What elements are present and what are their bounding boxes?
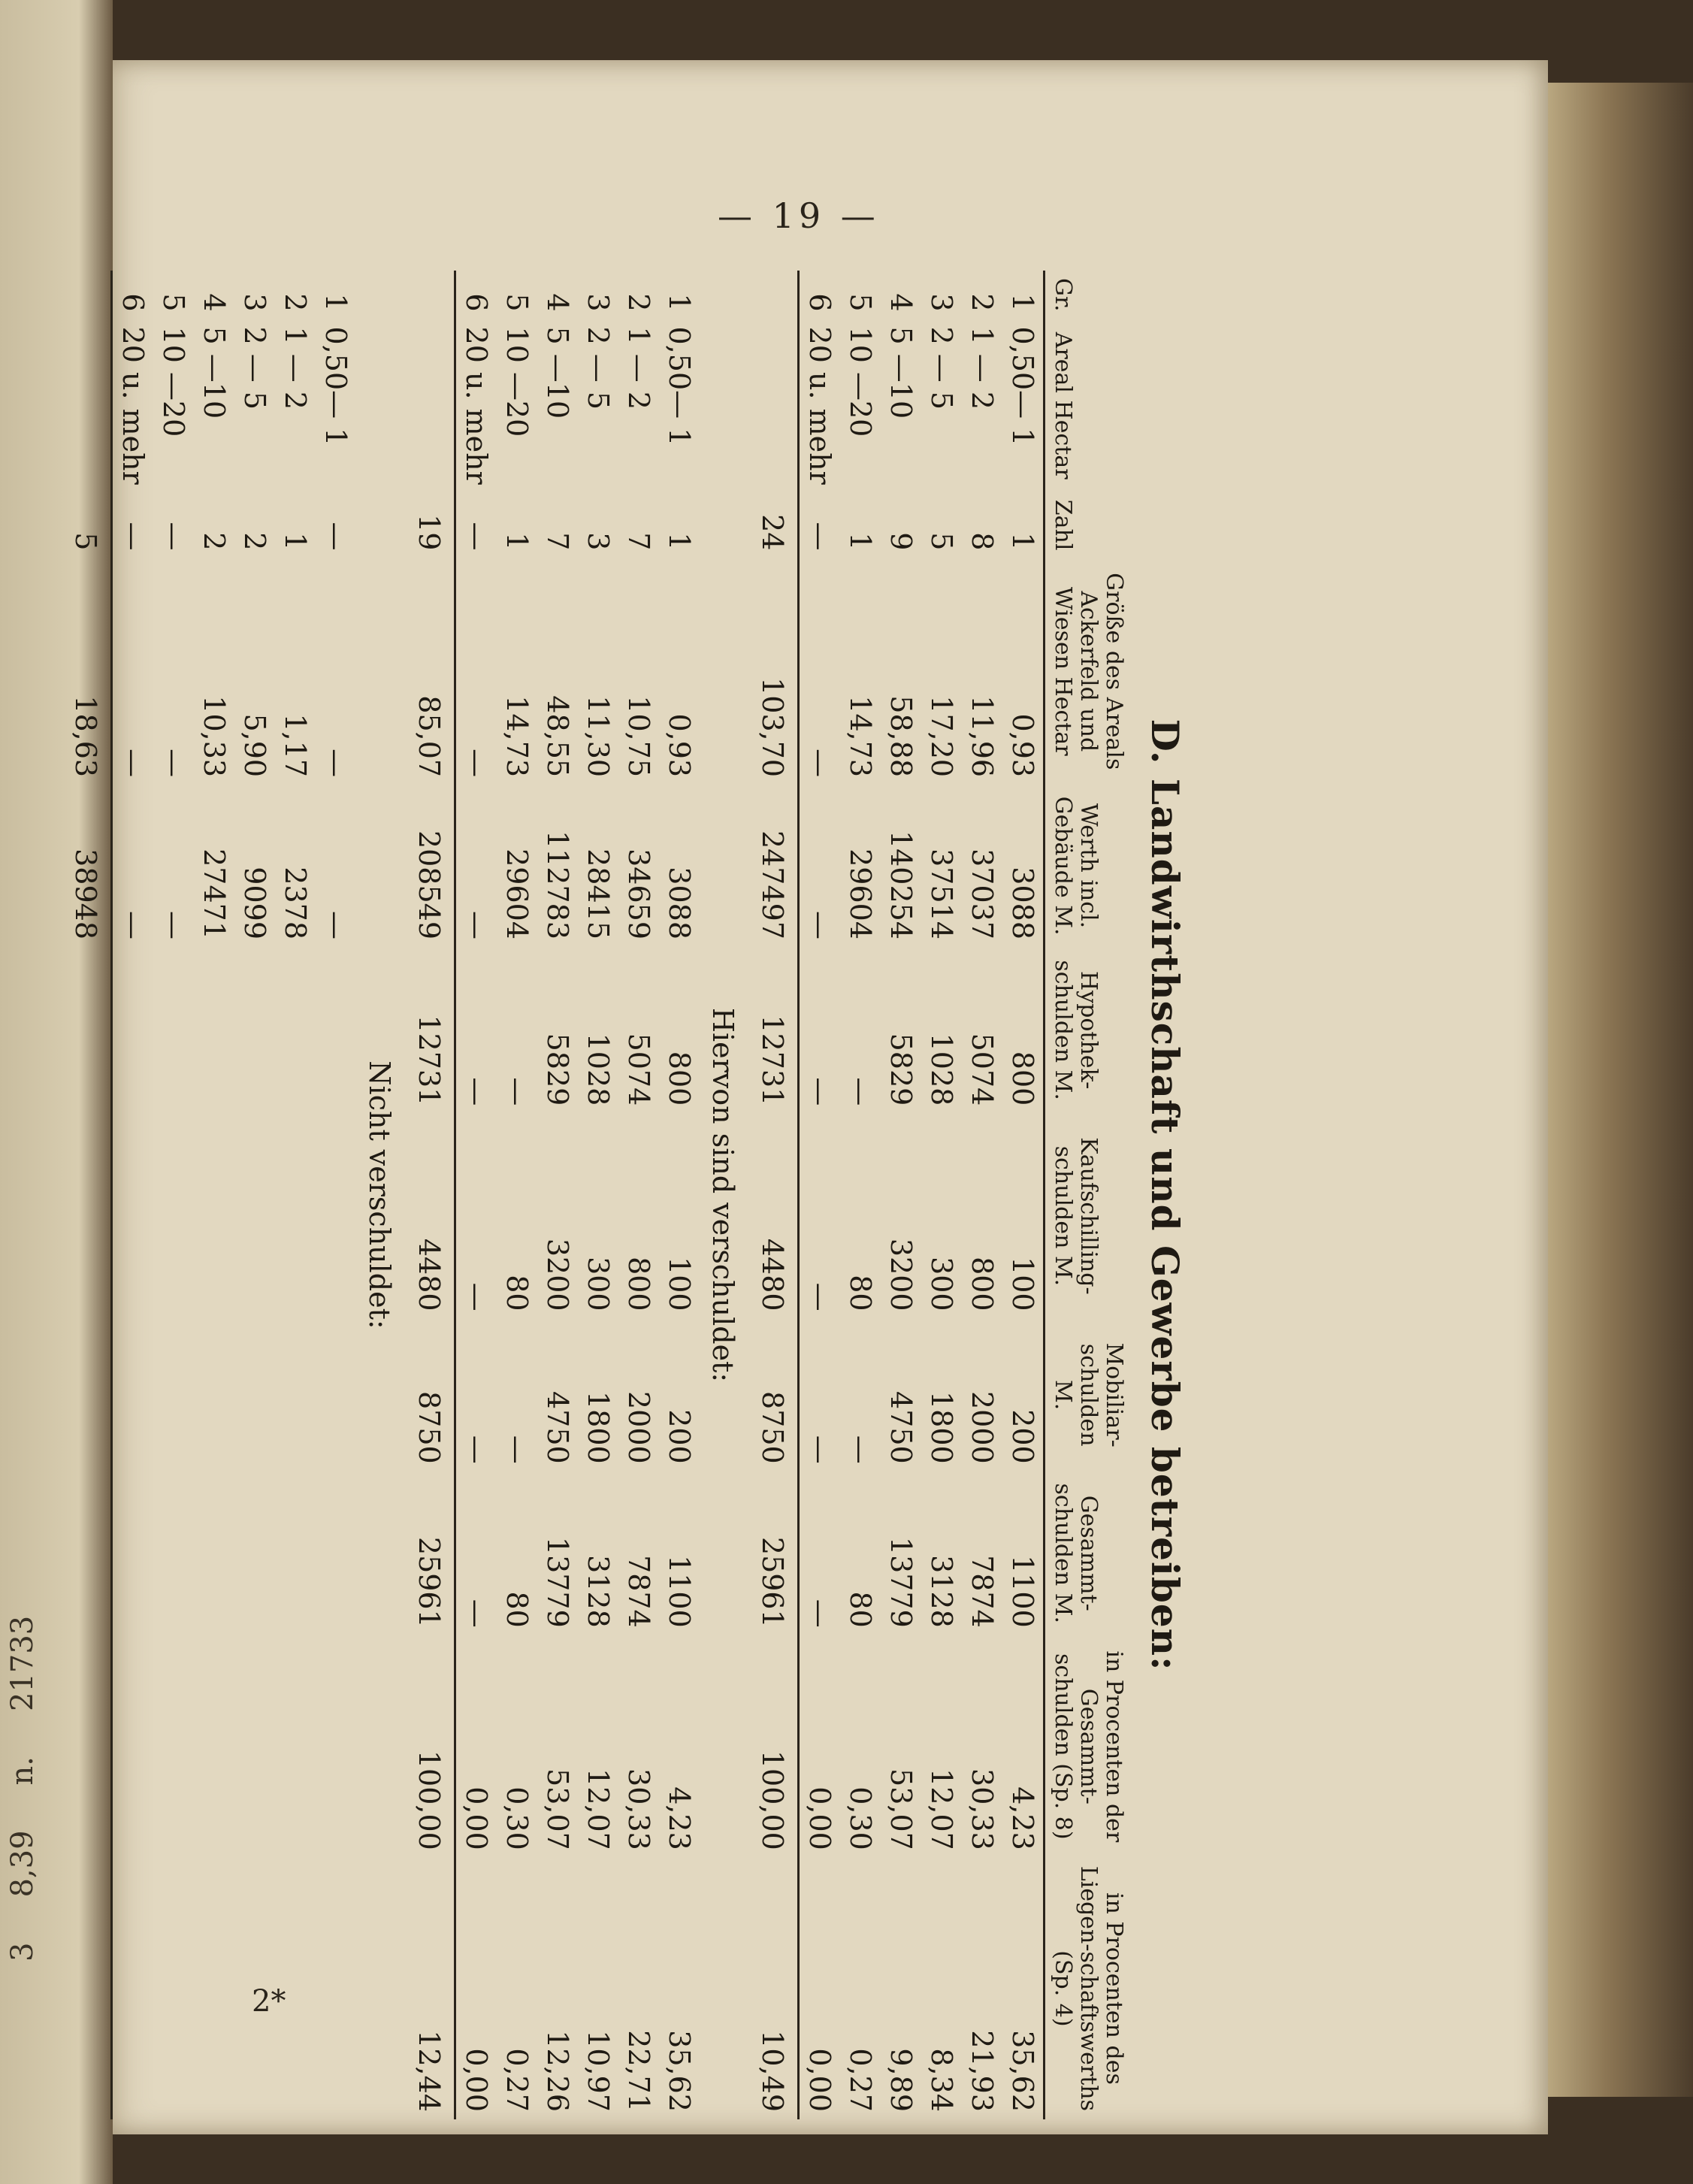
table-cell: 1100 bbox=[663, 1555, 696, 1628]
table-cell bbox=[316, 947, 356, 1113]
table-cell: 1 bbox=[279, 532, 312, 551]
table-cell: 19 bbox=[409, 492, 455, 558]
table-title: D. Landwirthschaft und Gewerbe betreiben: bbox=[1143, 718, 1187, 1671]
table-cell: 5 bbox=[157, 293, 190, 312]
table-cell: 3 bbox=[582, 532, 615, 551]
table-cell: 6 bbox=[116, 293, 150, 312]
table-cell: 1 bbox=[319, 293, 352, 312]
table-cell: 2 bbox=[198, 532, 231, 551]
table-cell: 1 bbox=[500, 532, 534, 551]
table-cell bbox=[275, 1319, 316, 1472]
table-cell: 5 bbox=[65, 492, 112, 558]
folio-signature: 2* bbox=[252, 1984, 286, 2019]
table-cell: — bbox=[319, 522, 352, 551]
table-cell bbox=[194, 1635, 234, 1858]
table-row bbox=[962, 271, 1002, 2119]
table-cell: 8750 bbox=[409, 1319, 455, 1472]
table-cell: 80 bbox=[500, 1275, 534, 1311]
table-cell: — bbox=[157, 911, 190, 940]
table-cell: 27471 bbox=[198, 848, 231, 940]
table-cell bbox=[153, 1635, 194, 1858]
table-cell bbox=[752, 319, 799, 492]
table-cell: 12,44 bbox=[409, 1858, 455, 2119]
table-cell: — bbox=[116, 911, 150, 940]
table-cell: 1 bbox=[1006, 293, 1039, 312]
col-header: Kaufschilling-schulden M. bbox=[1045, 1113, 1132, 1318]
table-cell bbox=[275, 1858, 316, 2119]
table-cell: — bbox=[803, 1282, 836, 1311]
table-cell bbox=[65, 1858, 112, 2119]
table-cell: — bbox=[844, 1435, 877, 1464]
table-cell: 5074 bbox=[622, 1033, 655, 1106]
table-cell: 0,27 bbox=[500, 2048, 534, 2112]
table-cell: 0,27 bbox=[844, 2048, 877, 2112]
table-cell: 2 bbox=[238, 532, 271, 551]
table-row bbox=[497, 271, 537, 2119]
table-cell: — bbox=[460, 911, 493, 940]
table-cell: 4750 bbox=[884, 1391, 918, 1464]
table-cell: 12731 bbox=[752, 947, 799, 1113]
table-cell: 4480 bbox=[752, 1113, 799, 1318]
table-row bbox=[881, 271, 921, 2119]
table-cell: 4480 bbox=[409, 1113, 455, 1318]
table-cell: — bbox=[500, 1435, 534, 1464]
table-cell bbox=[112, 1858, 154, 2119]
table-cell: — bbox=[460, 1599, 493, 1628]
prev-value: 21733 bbox=[5, 1615, 40, 1711]
table-cell: 5829 bbox=[884, 1033, 918, 1106]
table-cell bbox=[316, 1858, 356, 2119]
table-cell: 4 bbox=[541, 293, 574, 312]
table-cell: 3128 bbox=[925, 1555, 958, 1628]
table-row bbox=[153, 271, 194, 2119]
table-cell: 20 u. mehr bbox=[116, 326, 150, 485]
table-cell: — bbox=[157, 522, 190, 551]
table-row bbox=[234, 271, 275, 2119]
table-cell: 80 bbox=[844, 1591, 877, 1628]
table-cell: 35,62 bbox=[1006, 2030, 1039, 2112]
table-cell: 2 — 5 bbox=[925, 326, 958, 410]
table-cell: 34659 bbox=[622, 848, 655, 940]
table-row bbox=[799, 271, 841, 2119]
table-cell bbox=[65, 1113, 112, 1318]
table-cell: 9 bbox=[884, 532, 918, 551]
table-cell bbox=[752, 271, 799, 319]
table-cell: 10 —20 bbox=[500, 326, 534, 437]
table-cell: 14,73 bbox=[844, 695, 877, 778]
table-cell bbox=[112, 947, 154, 1113]
table-cell bbox=[112, 1472, 154, 1635]
table-cell: 0,00 bbox=[460, 1786, 493, 1850]
table-cell: 0,50— 1 bbox=[1006, 326, 1039, 446]
table-cell: 3088 bbox=[663, 867, 696, 940]
table-cell: 3088 bbox=[1006, 867, 1039, 940]
col-header: Gr. bbox=[1045, 271, 1132, 319]
table-cell: 7 bbox=[541, 532, 574, 551]
table-cell bbox=[65, 1472, 112, 1635]
table-cell: 100,00 bbox=[409, 1635, 455, 1858]
table-cell: 5 bbox=[925, 532, 958, 551]
table-cell bbox=[153, 1472, 194, 1635]
table-cell: 1800 bbox=[925, 1391, 958, 1464]
col-header: Zahl bbox=[1045, 492, 1132, 558]
table-cell: 800 bbox=[966, 1257, 999, 1311]
table-cell bbox=[234, 947, 275, 1113]
table-cell: 20 u. mehr bbox=[803, 326, 836, 485]
table-cell: 1800 bbox=[582, 1391, 615, 1464]
table-cell: 200 bbox=[1006, 1409, 1039, 1464]
table-cell: 25961 bbox=[752, 1472, 799, 1635]
prev-value: n. bbox=[5, 1756, 40, 1786]
table-cell: 2 bbox=[966, 293, 999, 312]
table-cell: 3 bbox=[582, 293, 615, 312]
table-cell: — bbox=[460, 749, 493, 778]
table-cell: 2000 bbox=[966, 1391, 999, 1464]
table-cell: 53,07 bbox=[884, 1768, 918, 1850]
table-cell bbox=[234, 1858, 275, 2119]
table-cell: 12,26 bbox=[541, 2030, 574, 2112]
table-cell: 10,49 bbox=[752, 1858, 799, 2119]
table-row bbox=[1002, 271, 1045, 2119]
table-cell: 1 bbox=[663, 293, 696, 312]
section-heading: Hiervon sind verschuldet: bbox=[706, 1007, 739, 1383]
table-cell: 4,23 bbox=[663, 1786, 696, 1850]
table-cell: 17,20 bbox=[925, 695, 958, 778]
table-cell: 1 bbox=[844, 532, 877, 551]
table-cell: 3 bbox=[238, 293, 271, 312]
table-cell: 7874 bbox=[966, 1555, 999, 1628]
table-row bbox=[455, 271, 497, 2119]
table-cell: 14,73 bbox=[500, 695, 534, 778]
col-header: in Procenten der Gesammt-schulden (Sp. 8) bbox=[1045, 1635, 1132, 1858]
table-cell: — bbox=[803, 1599, 836, 1628]
table-cell: 103,70 bbox=[752, 558, 799, 785]
table-cell: — bbox=[460, 1282, 493, 1311]
table-cell: 112783 bbox=[541, 830, 574, 940]
table-cell bbox=[112, 1635, 154, 1858]
table-cell: 18,63 bbox=[65, 558, 112, 785]
table-cell: 800 bbox=[622, 1257, 655, 1311]
table-row bbox=[112, 271, 154, 2119]
table-cell: 35,62 bbox=[663, 2030, 696, 2112]
table-cell: 3200 bbox=[541, 1238, 574, 1311]
debt-table bbox=[65, 271, 1131, 2119]
table-cell: 2 — 5 bbox=[238, 326, 271, 410]
table-cell: 58,88 bbox=[884, 695, 918, 778]
table-cell: 24 bbox=[752, 492, 799, 558]
table-cell: 4,23 bbox=[1006, 1786, 1039, 1850]
table-cell bbox=[153, 1319, 194, 1472]
table-cell: 37037 bbox=[966, 848, 999, 940]
table-cell: 4750 bbox=[541, 1391, 574, 1464]
table-cell bbox=[194, 1113, 234, 1318]
table-row bbox=[275, 271, 316, 2119]
col-header: Areal Hectar bbox=[1045, 319, 1132, 492]
col-header: Werth incl. Gebäude M. bbox=[1045, 785, 1132, 947]
table-cell: — bbox=[116, 522, 150, 551]
table-cell: 22,71 bbox=[622, 2030, 655, 2112]
table-cell bbox=[112, 1319, 154, 1472]
table-cell: 300 bbox=[925, 1257, 958, 1311]
table-cell: 11,30 bbox=[582, 695, 615, 778]
table-cell: — bbox=[803, 911, 836, 940]
table-cell: 100 bbox=[663, 1257, 696, 1311]
table-cell bbox=[234, 1319, 275, 1472]
table-cell: 5 —10 bbox=[541, 326, 574, 419]
table-cell: 1 — 2 bbox=[622, 326, 655, 410]
table-cell: — bbox=[803, 749, 836, 778]
table-cell: 0,00 bbox=[803, 1786, 836, 1850]
table-cell bbox=[234, 1472, 275, 1635]
table-cell: 12731 bbox=[409, 947, 455, 1113]
table-cell: 1,17 bbox=[279, 713, 312, 778]
table-cell: 7874 bbox=[622, 1555, 655, 1628]
table-cell: 9,89 bbox=[884, 2048, 918, 2112]
table-cell: 6 bbox=[803, 293, 836, 312]
table-cell: 5,90 bbox=[238, 713, 271, 778]
table-cell bbox=[65, 1635, 112, 1858]
table-cell: 300 bbox=[582, 1257, 615, 1311]
table-cell: 0,00 bbox=[460, 2048, 493, 2112]
table-cell bbox=[409, 319, 455, 492]
table-cell: 3200 bbox=[884, 1238, 918, 1311]
table-cell: 2000 bbox=[622, 1391, 655, 1464]
table-cell bbox=[65, 271, 112, 319]
table-cell: 8 bbox=[966, 532, 999, 551]
table-cell: 1028 bbox=[925, 1033, 958, 1106]
table-cell: 8,34 bbox=[925, 2048, 958, 2112]
table-cell: 30,33 bbox=[966, 1768, 999, 1850]
book-edge bbox=[1548, 83, 1693, 2097]
table-cell: 80 bbox=[844, 1275, 877, 1311]
col-header: Gesammt-schulden M. bbox=[1045, 1472, 1132, 1635]
table-cell bbox=[153, 1858, 194, 2119]
table-cell: 3 bbox=[925, 293, 958, 312]
table-cell bbox=[275, 947, 316, 1113]
table-cell: 10,97 bbox=[582, 2030, 615, 2112]
table-cell: 12,07 bbox=[582, 1768, 615, 1850]
table-cell: 28415 bbox=[582, 848, 615, 940]
table-cell: 0,93 bbox=[663, 713, 696, 778]
table-cell: 200 bbox=[663, 1409, 696, 1464]
table-cell: — bbox=[116, 749, 150, 778]
prev-value: 3 bbox=[5, 1942, 40, 1962]
table-cell bbox=[234, 1113, 275, 1318]
table-cell: 4 bbox=[198, 293, 231, 312]
table-cell: — bbox=[319, 911, 352, 940]
table-cell: 13779 bbox=[541, 1536, 574, 1628]
table-cell bbox=[112, 1113, 154, 1318]
table-cell: — bbox=[500, 1077, 534, 1106]
table-cell bbox=[153, 947, 194, 1113]
table-cell: 29604 bbox=[500, 848, 534, 940]
table-cell: 4 bbox=[884, 293, 918, 312]
table-cell bbox=[316, 1472, 356, 1635]
header-row bbox=[1045, 271, 1132, 2119]
table-cell: 20 u. mehr bbox=[460, 326, 493, 485]
table-cell: — bbox=[803, 1435, 836, 1464]
table-cell: 9099 bbox=[238, 867, 271, 940]
table-cell: 800 bbox=[1006, 1051, 1039, 1106]
table-cell: 80 bbox=[500, 1591, 534, 1628]
table-cell: 247497 bbox=[752, 785, 799, 947]
table-cell bbox=[316, 1319, 356, 1472]
table-cell: 5829 bbox=[541, 1033, 574, 1106]
table-cell: 140254 bbox=[884, 830, 918, 940]
table-cell: 30,33 bbox=[622, 1768, 655, 1850]
section-heading-row bbox=[356, 271, 409, 2119]
table-cell: 800 bbox=[663, 1051, 696, 1106]
prev-value: 8,39 bbox=[5, 1830, 40, 1898]
table-cell: 25961 bbox=[409, 1472, 455, 1635]
table-cell bbox=[194, 1319, 234, 1472]
table-cell: 0,30 bbox=[844, 1786, 877, 1850]
table-cell: 10 —20 bbox=[157, 326, 190, 437]
table-cell: 29604 bbox=[844, 848, 877, 940]
table-cell: — bbox=[803, 522, 836, 551]
table-cell bbox=[194, 1472, 234, 1635]
table-cell: 1028 bbox=[582, 1033, 615, 1106]
col-header: in Procenten des Liegen-schaftswerths (Sp. 4) bbox=[1045, 1858, 1132, 2119]
table-cell: 1 — 2 bbox=[279, 326, 312, 410]
table-cell: — bbox=[460, 522, 493, 551]
table-cell: 8750 bbox=[752, 1319, 799, 1472]
table-cell: 0,30 bbox=[500, 1786, 534, 1850]
table-cell: 6 bbox=[460, 293, 493, 312]
table-cell: 100,00 bbox=[752, 1635, 799, 1858]
table-cell: 48,55 bbox=[541, 695, 574, 778]
table-cell bbox=[234, 1635, 275, 1858]
table-cell: 2378 bbox=[279, 867, 312, 940]
table-cell: 5 bbox=[500, 293, 534, 312]
total-row bbox=[409, 271, 455, 2119]
table-cell: 100 bbox=[1006, 1257, 1039, 1311]
col-header: Mobiliar-schulden M. bbox=[1045, 1319, 1132, 1472]
table-cell: 1100 bbox=[1006, 1555, 1039, 1628]
table-cell: 38948 bbox=[65, 785, 112, 947]
table-cell: 1 bbox=[663, 532, 696, 551]
table-cell: — bbox=[460, 1077, 493, 1106]
table-cell: 37514 bbox=[925, 848, 958, 940]
table-cell: 10 —20 bbox=[844, 326, 877, 437]
table-cell bbox=[275, 1635, 316, 1858]
table-cell: 85,07 bbox=[409, 558, 455, 785]
table-cell bbox=[275, 1113, 316, 1318]
table-cell bbox=[65, 947, 112, 1113]
table-cell: 21,93 bbox=[966, 2030, 999, 2112]
table-row bbox=[194, 271, 234, 2119]
table-cell: — bbox=[319, 749, 352, 778]
page-number: — 19 — bbox=[718, 195, 880, 236]
section-heading-row bbox=[700, 271, 752, 2119]
table-cell: 0,50— 1 bbox=[663, 326, 696, 446]
table-cell bbox=[316, 1113, 356, 1318]
table-cell: 5 bbox=[844, 293, 877, 312]
rotated-table bbox=[69, 271, 1187, 2119]
table-cell: 5074 bbox=[966, 1033, 999, 1106]
table-cell bbox=[194, 947, 234, 1113]
table-cell bbox=[65, 319, 112, 492]
table-cell: 208549 bbox=[409, 785, 455, 947]
col-header: Hypothek-schulden M. bbox=[1045, 947, 1132, 1113]
table-cell: 7 bbox=[622, 532, 655, 551]
table-row bbox=[578, 271, 618, 2119]
table-cell bbox=[275, 1472, 316, 1635]
table-row bbox=[921, 271, 962, 2119]
table-cell: 0,00 bbox=[803, 2048, 836, 2112]
table-cell: — bbox=[803, 1077, 836, 1106]
table-cell: 10,75 bbox=[622, 695, 655, 778]
table-cell: 2 bbox=[279, 293, 312, 312]
table-row bbox=[537, 271, 578, 2119]
table-cell bbox=[316, 1635, 356, 1858]
total-row bbox=[65, 271, 112, 2119]
table-cell: 3128 bbox=[582, 1555, 615, 1628]
table-cell: 5 —10 bbox=[884, 326, 918, 419]
table-row bbox=[316, 271, 356, 2119]
table-cell: 0,93 bbox=[1006, 713, 1039, 778]
table-cell: — bbox=[157, 749, 190, 778]
col-header: Größe des Areals Ackerfeld und Wiesen Hectar bbox=[1045, 558, 1132, 785]
section-heading: Nicht verschuldet: bbox=[363, 1060, 396, 1329]
table-cell bbox=[409, 271, 455, 319]
previous-page-values bbox=[0, 1097, 45, 1962]
table-cell: 11,96 bbox=[966, 695, 999, 778]
table-cell: 12,07 bbox=[925, 1768, 958, 1850]
table-cell: 1 — 2 bbox=[966, 326, 999, 410]
table-row bbox=[618, 271, 659, 2119]
table-cell: 2 bbox=[622, 293, 655, 312]
total-row bbox=[752, 271, 799, 2119]
table-cell: 5 —10 bbox=[198, 326, 231, 419]
table-row bbox=[659, 271, 700, 2119]
table-row bbox=[840, 271, 881, 2119]
table-cell: 13779 bbox=[884, 1536, 918, 1628]
table-cell: — bbox=[844, 1077, 877, 1106]
table-cell bbox=[153, 1113, 194, 1318]
table-cell: 53,07 bbox=[541, 1768, 574, 1850]
table-cell: — bbox=[460, 1435, 493, 1464]
table-cell bbox=[65, 1319, 112, 1472]
table-cell: 10,33 bbox=[198, 695, 231, 778]
table-cell bbox=[194, 1858, 234, 2119]
table-cell: 0,50— 1 bbox=[319, 326, 352, 446]
table-cell: 2 — 5 bbox=[582, 326, 615, 410]
table-cell: 1 bbox=[1006, 532, 1039, 551]
table-body bbox=[65, 271, 1045, 2119]
